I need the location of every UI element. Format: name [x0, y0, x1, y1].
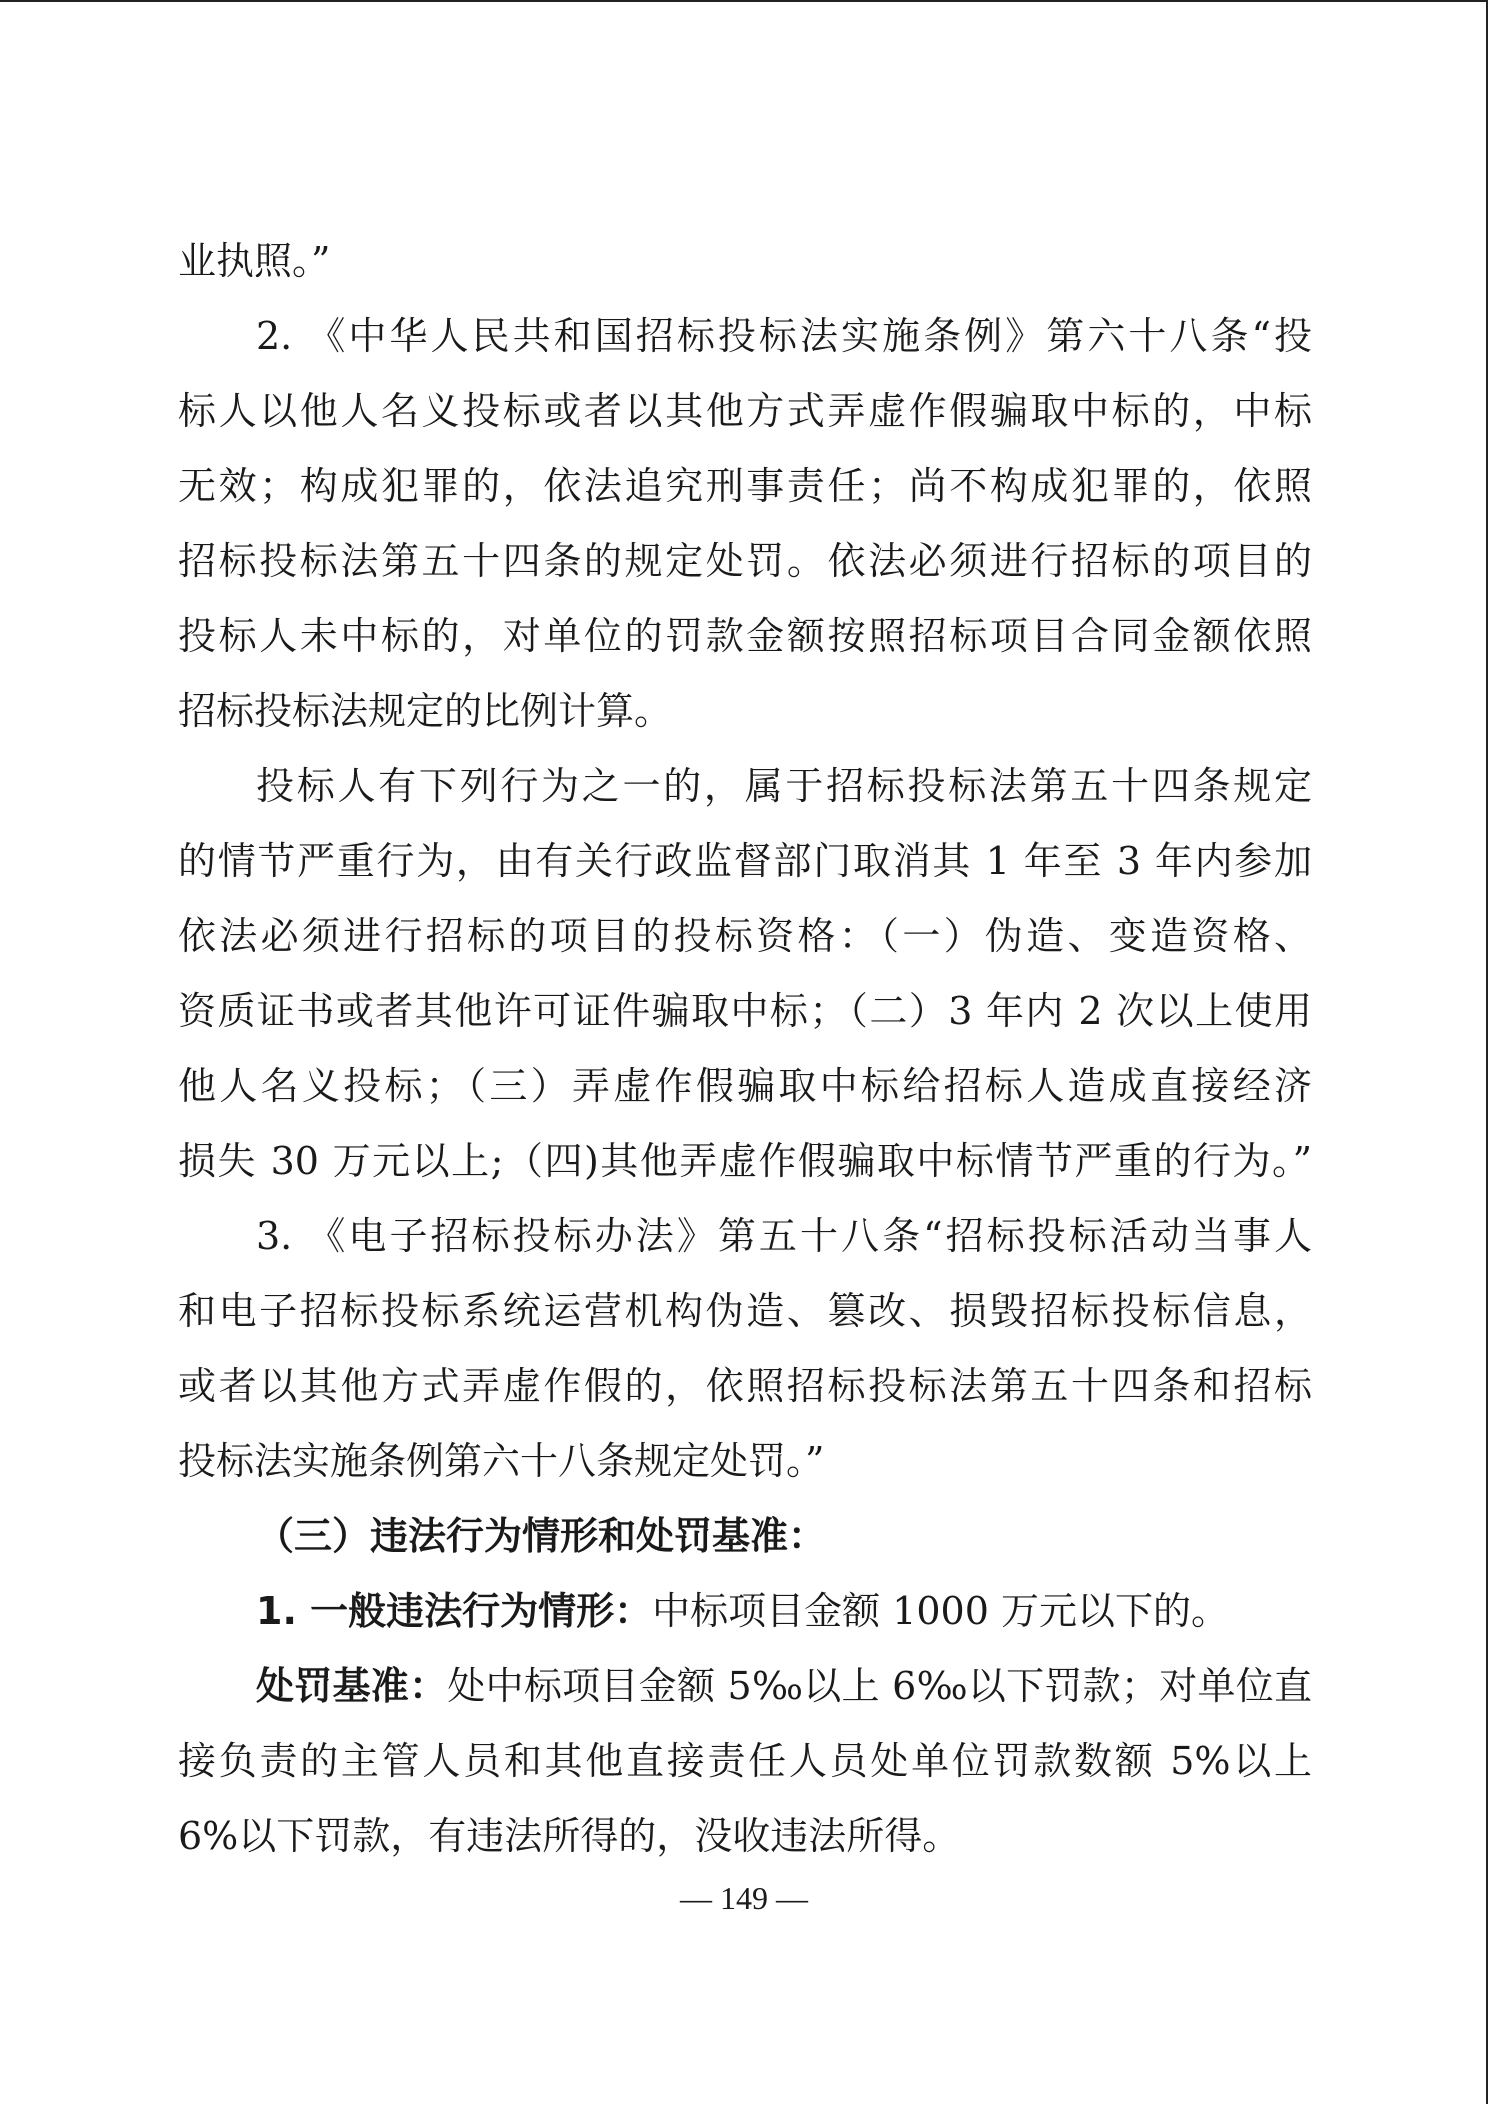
- text-line: 资质证书或者其他许可证件骗取中标；（二）3 年内 2 次以上使用: [178, 989, 1312, 1033]
- text-line: 投标人未中标的，对单位的罚款金额按照招标项目合同金额依照: [178, 614, 1312, 658]
- text-line: 3. 《电子招标投标办法》第五十八条“招标投标活动当事人: [256, 1214, 1312, 1258]
- penalty-label: 处罚基准：: [256, 1664, 448, 1708]
- page-number: — 149 —: [680, 1880, 808, 1916]
- penalty-text: 处中标项目金额 5‰以上 6‰以下罚款；对单位直: [447, 1664, 1312, 1708]
- text-line: [178, 1649, 1312, 1724]
- text-line: 或者以其他方式弄虚作假的，依照招标投标法第五十四条和招标: [178, 1364, 1312, 1408]
- page-border-top: [0, 0, 1488, 2]
- text-line: 和电子招标投标系统运营机构伪造、篡改、损毁招标投标信息，: [178, 1289, 1312, 1333]
- text-line: 他人名义投标；（三）弄虚作假骗取中标给招标人造成直接经济: [178, 1064, 1312, 1108]
- text-line: 依法必须进行招标的项目的投标资格：（一）伪造、变造资格、: [178, 914, 1312, 958]
- section-heading: （三）违法行为情形和处罚基准：: [256, 1514, 827, 1558]
- text-line: 2. 《中华人民共和国招标投标法实施条例》第六十八条“投: [256, 314, 1312, 358]
- text-line: 招标投标法第五十四条的规定处罚。依法必须进行招标的项目的: [178, 539, 1312, 583]
- text-line: 接负责的主管人员和其他直接责任人员处单位罚款数额 5%以上: [178, 1739, 1312, 1783]
- text-line: 招标投标法规定的比例计算。: [178, 689, 673, 733]
- text-line: 标人以他人名义投标或者以其他方式弄虚作假骗取中标的，中标: [178, 389, 1312, 433]
- document-body: [178, 224, 1312, 1874]
- item-text: 中标项目金额 1000 万元以下的。: [652, 1589, 1229, 1633]
- text-line: 业执照。”: [178, 239, 331, 283]
- text-line: 的情节严重行为，由有关行政监督部门取消其 1 年至 3 年内参加: [178, 839, 1312, 883]
- text-line: [178, 1574, 1312, 1649]
- text-line: 投标人有下列行为之一的，属于招标投标法第五十四条规定: [256, 764, 1312, 808]
- text-line: 投标法实施条例第六十八条规定处罚。”: [178, 1439, 825, 1483]
- item-label: 1. 一般违法行为情形：: [256, 1589, 653, 1633]
- text-line: 损失 30 万元以上;（四)其他弄虚作假骗取中标情节严重的行为。”: [178, 1139, 1312, 1183]
- text-line: 6%以下罚款，有违法所得的，没收违法所得。: [178, 1814, 961, 1858]
- text-line: 无效；构成犯罪的，依法追究刑事责任；尚不构成犯罪的，依照: [178, 464, 1312, 508]
